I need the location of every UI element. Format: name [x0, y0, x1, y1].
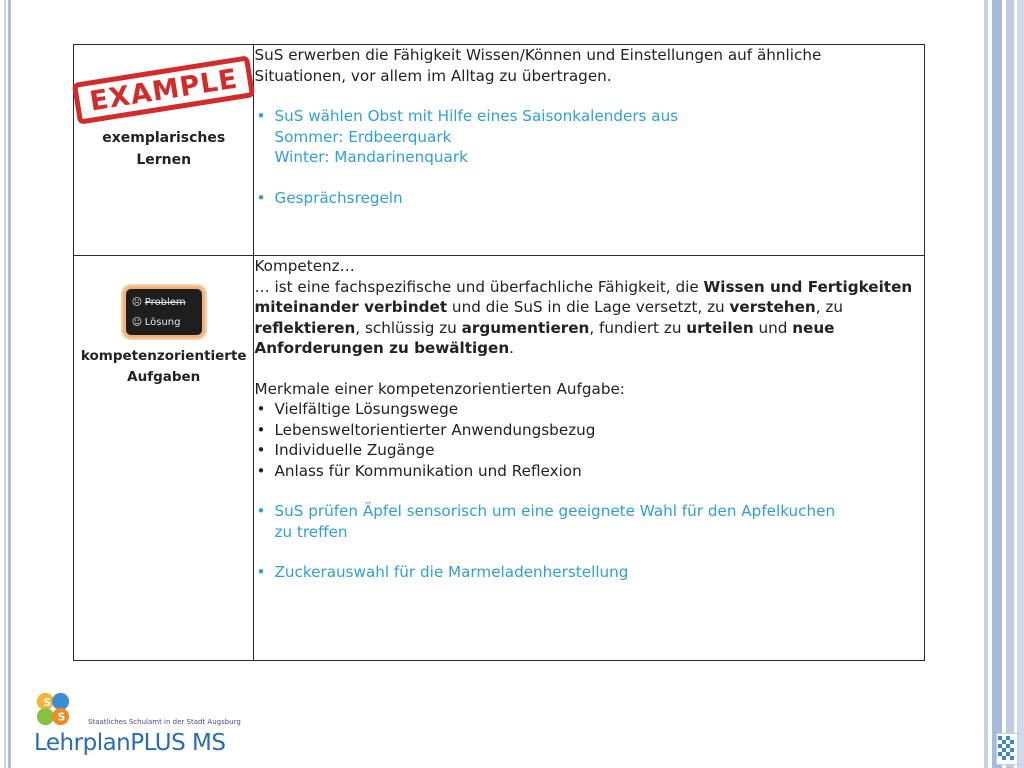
competence-heading: Kompetenz… [254, 257, 355, 275]
svg-text:S: S [43, 697, 52, 710]
sad-face-icon: ☹ [131, 297, 143, 308]
smile-face-icon: ☺ [131, 317, 143, 328]
board-problem-text: Problem [144, 297, 186, 308]
row1-label-line1: exemplarisches [102, 130, 226, 146]
row2-label [74, 346, 253, 388]
svg-text:S: S [57, 711, 66, 724]
example-sugar: • Zuckerauswahl für die Marmeladenherstellung [254, 562, 924, 583]
row2-label-line2: Aufgaben [127, 369, 201, 385]
row1-bullet1: • SuS wählen Obst mit Hilfe eines Saisonkalenders aus [254, 106, 924, 127]
problem-solution-board-icon [123, 286, 205, 338]
row1-label [74, 127, 253, 171]
board-solution-text: Lösung [144, 317, 181, 328]
row2-content-cell [254, 256, 925, 661]
row1-intro-line1: SuS erwerben die Fähigkeit Wissen/Können und Einstellungen auf ähnliche [254, 46, 822, 64]
logo-subtitle: Staatliches Schulamt in der Stadt Augsburg [88, 718, 241, 726]
feature-item: • Vielfältige Lösungswege [254, 399, 924, 420]
row1-content-cell [254, 45, 925, 256]
row1-intro-line2: Situationen, vor allem im Alltag zu übertragen. [254, 66, 612, 85]
bavaria-flag-icon [996, 733, 1018, 765]
puzzle-logo-icon [34, 690, 72, 728]
lehrplanplus-logo [30, 690, 241, 760]
row1-bullet1-summer: Sommer: Erdbeerquark [274, 127, 452, 146]
logo-title: LehrplanPLUS MS [34, 730, 226, 756]
example-stamp-icon: EXAMPLE [72, 55, 256, 125]
feature-item: • Lebensweltorientierter Anwendungsbezug [254, 420, 924, 441]
row1-label-cell [74, 45, 254, 256]
row2-label-line1: kompetenzorientierte [80, 348, 247, 364]
feature-item: • Anlass für Kommunikation und Reflexion [254, 461, 924, 482]
features-heading: Merkmale einer kompetenzorientierten Aufgabe: [254, 379, 625, 398]
example-apples: • SuS prüfen Äpfel sensorisch um eine geeignete Wahl für den Apfelkuchen [254, 501, 924, 522]
feature-item: • Individuelle Zugänge [254, 440, 924, 461]
row1-label-line2: Lernen [136, 152, 192, 168]
row1-bullet2: • Gesprächsregeln [254, 188, 924, 209]
content-table [73, 44, 925, 661]
row2-label-cell [74, 256, 254, 661]
row1-bullet1-winter: Winter: Mandarinenquark [274, 148, 468, 166]
competence-definition: … ist eine fachspezifische und überfachliche Fähigkeit, die Wissen und Fertigkeiten miteinander verbindet und die SuS in die Lage versetzt, zu verstehen, zu reflektieren, schlüssig zu argumentieren, fundiert zu urteilen und neue Anforderungen zu bewältigen. [254, 277, 913, 357]
right-decor-rail [980, 0, 1024, 768]
left-decor-rail [0, 0, 14, 768]
example-apples-cont: zu treffen [274, 522, 348, 541]
